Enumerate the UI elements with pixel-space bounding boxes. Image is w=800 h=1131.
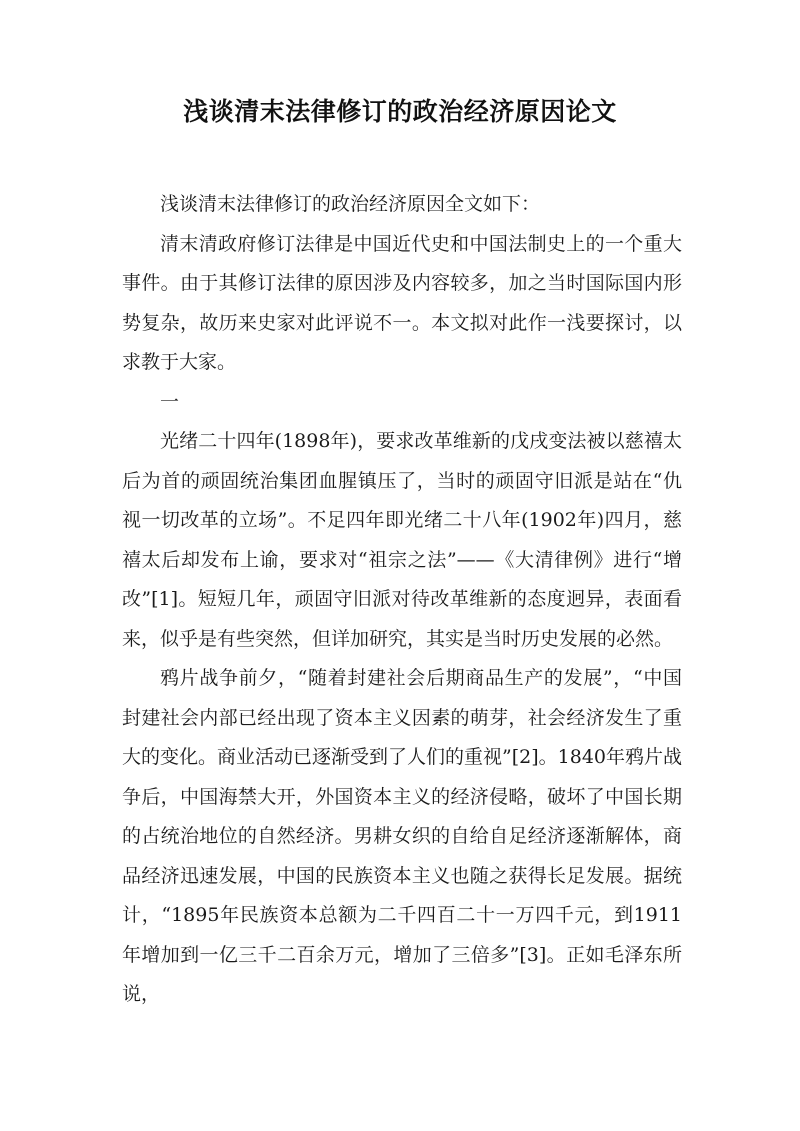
document-title: 浅谈清末法律修订的政治经济原因论文	[183, 97, 617, 126]
document-body	[122, 185, 682, 1015]
section-number: 一	[160, 390, 180, 413]
intro-paragraph: 浅谈清末法律修订的政治经济原因全文如下：	[160, 193, 541, 215]
body-paragraph: 鸦片战争前夕，“随着封建社会后期商品生产的发展”，“中国封建社会内部已经出现了资本主义因素的萌芽，社会经济发生了重大的变化。商业活动已逐渐受到了人们的重视”[2]。1840年鸦片战争后，中国海禁大开，外国资本主义的经济侵略，破坏了中国长期的占统治地位的自然经济。男耕女织的自给自足经济逐渐解体，商品经济迅速发展，中国的民族资本主义也随之获得长足发展。据统计，“1895年民族资本总额为二千四百二十一万四千元，到1911年增加到一亿三千二百余万元，增加了三倍多”[3]。正如毛泽东所说，	[122, 667, 682, 1005]
body-paragraph: 清末清政府修订法律是中国近代史和中国法制史上的一个重大事件。由于其修订法律的原因涉及内容较多，加之当时国际国内形势复杂，故历来史家对此评说不一。本文拟对此作一浅要探讨，以求教于大家。	[122, 232, 682, 373]
body-paragraph: 光绪二十四年(1898年)，要求改革维新的戊戌变法被以慈禧太后为首的顽固统治集团血腥镇压了，当时的顽固守旧派是站在“仇视一切改革的立场”。不足四年即光绪二十八年(1902年)四月，慈禧太后却发布上谕，要求对“祖宗之法”——《大清律例》进行“增改”[1]。短短几年，顽固守旧派对待改革维新的态度迥异，表面看来，似乎是有些突然，但详加研究，其实是当时历史发展的必然。	[122, 430, 682, 650]
